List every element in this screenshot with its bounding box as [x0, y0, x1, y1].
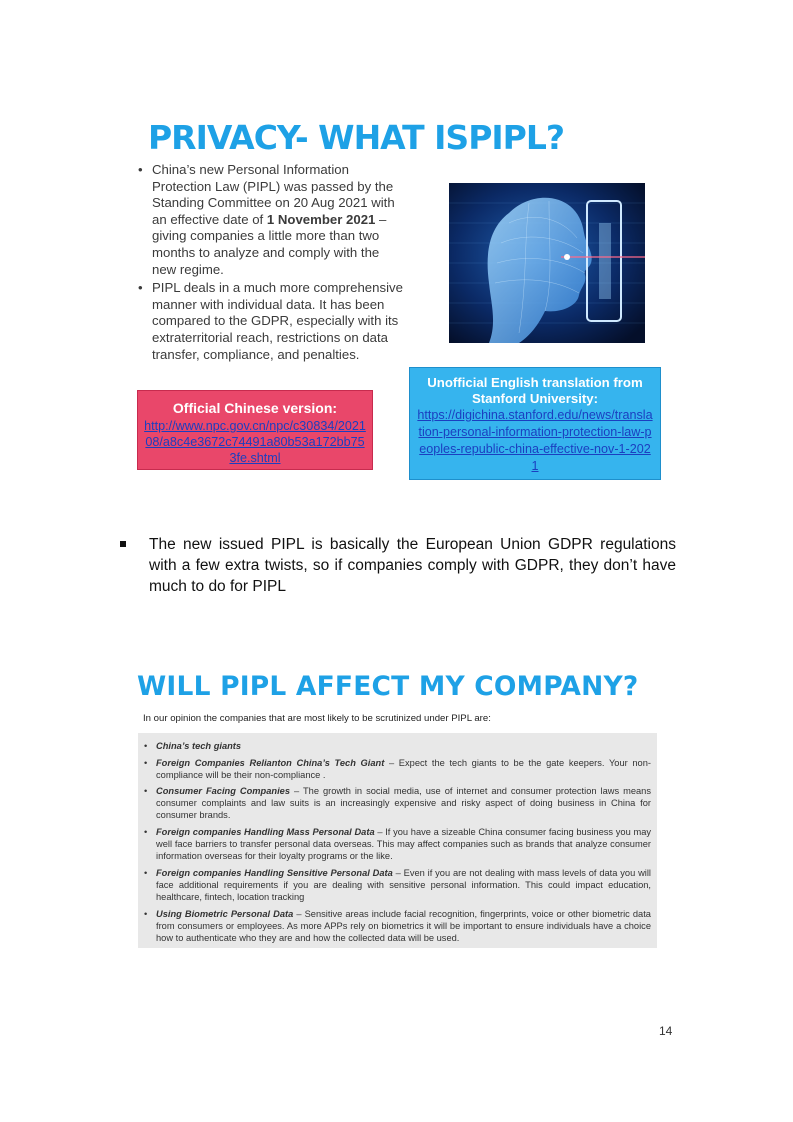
main-bullet [120, 534, 676, 597]
list-item: • China’s tech giants [144, 741, 242, 751]
slide1-bullet-item: • China’s new Personal Information Protection Law (PIPL) was passed by the Standing Committee on 20 Aug 2021 with an effective date of 1 November 2021 – giving companies a little more than two months to analyze and comply with the new regime. [138, 162, 395, 277]
page-number: 14 [659, 1024, 673, 1038]
list-item: • Consumer Facing Companies – The growth in social media, use of internet and consumer protection laws means consumer complaints and law suits is an increasingly expensive and risky aspect of doing business in China for consumer brands. [144, 786, 651, 821]
translation-link[interactable]: https://digichina.stanford.edu/news/translation-personal-information-protection-law-peoples-republic-china-effective-nov-1-2021 [417, 408, 653, 473]
slide1-title: PRIVACY- WHAT ISPIPL? [148, 118, 565, 157]
translation-box [409, 367, 661, 480]
company-types-panel [138, 733, 657, 948]
bullet-dot-icon: • [144, 741, 148, 751]
bullet-dot-icon: • [144, 786, 148, 797]
bullet-dot-icon: • [144, 867, 148, 878]
square-bullet-icon [120, 541, 126, 547]
company-types-list [138, 733, 657, 944]
list-item: • Foreign Companies Relianton China’s Tech Giant – Expect the tech giants to be the gate keepers. Your non-compliance will be their non-compliance . [144, 757, 651, 780]
official-version-heading: Official Chinese version: [172, 400, 338, 416]
main-bullet-text: The new issued PIPL is basically the European Union GDPR regulations with a few extra twists, so if companies comply with GDPR, they don’t have much to do for PIPL [149, 536, 676, 595]
list-item: • Foreign companies Handling Sensitive Personal Data – Even if you are not dealing with mass levels of data you will face additional requirements if you are dealing with sensitive personal information. This could impact education, healthcare, fintech, location tracking [144, 867, 651, 903]
list-item: • Foreign companies Handling Mass Personal Data – If you have a sizeable China consumer facing business you may well face barriers to transfer personal data overseas. This may affect companies such as brands that analyze consumer information overseas for their loyalty programs or the like. [144, 827, 652, 862]
slide2-title: WILL PIPL AFFECT MY COMPANY? [137, 671, 639, 702]
official-version-link[interactable]: http://www.npc.gov.cn/npc/c30834/202108/a8c4e3672c74491a80b53a172bb753fe.shtml [144, 419, 366, 465]
official-version-box [137, 390, 373, 470]
bullet-dot-icon: • [144, 908, 148, 919]
bullet-dot-icon: • [144, 827, 148, 838]
slide2-intro: In our opinion the companies that are most likely to be scrutinized under PIPL are: [143, 713, 491, 724]
bullet-dot-icon: • [138, 280, 143, 296]
slide1-bullet-item: • PIPL deals in a much more comprehensive manner with individual data. It has been compared to the GDPR, especially with its extraterritorial reach, restrictions on data transfer, compliance, and penalties. [138, 280, 403, 362]
translation-heading: Unofficial English translation from Stanford University: [427, 375, 643, 406]
slide1-bullet-list [136, 162, 406, 365]
face-scan-image [449, 183, 645, 343]
bullet-dot-icon: • [144, 757, 148, 768]
list-item: • Using Biometric Personal Data – Sensitive areas include facial recognition, fingerprints, voice or other biometric data from consumers or employees. As more APPs rely on biometrics it will be important to ensure individuals have a choice how to authenticate who they are and how the collected data will be used. [144, 908, 651, 943]
bullet-dot-icon: • [138, 162, 143, 177]
